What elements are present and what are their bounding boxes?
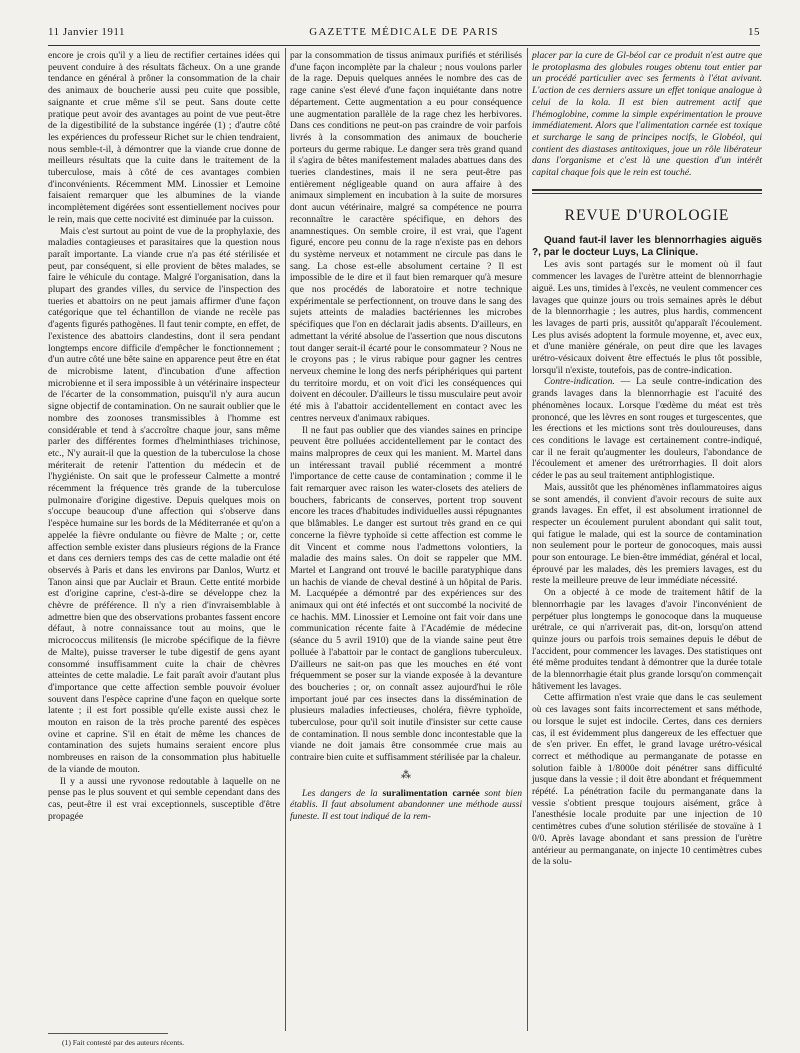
paragraph: Les avis sont partagés sur le moment où il faut commencer les lavages de l'urètre atteint de blennorrhagie aiguë. Les uns, timides à l'excès, ne veulent commencer ces lavages que quinze jours ou trois semaines après le début de la blennorrhagie ; les autres, plus hardis, commencent les lavages de parti pris, aussitôt qu'apparaît l'écoulement. Les plus avisés adoptent la formule moyenne, et, avec eux, et d'une manière générale, on peut dire que les lavages urétro-vésicaux doivent être effectués le plus tôt possible, lorsqu'il n'existe, toutefois, pas de contre-indication. (532, 259, 762, 376)
page-number: 15 (748, 26, 760, 38)
column-divider (527, 48, 528, 1031)
advert-continuation: placer par la cure de Gl-béol car ce produit n'est autre que le protoplasma des globules rouges obtenu tout entier par un procédé particulier avec ses ferments à l'état avivant. L'action de ces derniers assure un effet tonique analogue à celui de la kola. Il est bien autrement actif que l'hémoglobine, comme la simple expérimentation le prouve immédiatement. Alors que l'alimentation carnée est toxique et surcharge le sang de principes nocifs, le Globéol, qui contient des diastases antitoxiques, joue un rôle libérateur dans l'organisme et c'est là une question d'un intérêt capital chaque fois que le rein est touché. (532, 50, 762, 179)
footnote-rule (48, 1033, 168, 1034)
paragraph: On a objecté à ce mode de traitement hâtif de la blennorrhagie par les lavages d'avoir l'inconvénient de perpétuer plus longtemps le gonocoque dans la muqueuse urétrale, ce qui n'arriverait pas, dit-on, lorsqu'on attend quinze jours ou parfois trois semaines depuis le début de l'accident, pour commencer les lavages. Des statistiques ont été même produites tendant à démontrer que la durée totale de la blennorrhagie était plus grande lorsqu'on commençait hâtivement les lavages. (532, 587, 762, 692)
advert-text: sont bien établis. Il faut absolument abandonner une méthode aussi funeste. Il est tout indiqué de la rem- (290, 787, 522, 822)
section-title: REVUE D'UROLOGIE (564, 206, 730, 224)
paragraph: Il ne faut pas oublier que des viandes saines en principe peuvent être polluées accidentellement par le contact des mains malpropres de ceux qui les manient. M. Martel dans un intéressant travail publié récemment a montré l'importance de cette cause de contamination ; comme il le fait remarquer avec raison les water-closets des ateliers de bouchers, fabricants de conserves, portent trop souvent encore les traces d'habitudes individuelles aussi répugnantes que blâmables. Le danger est surtout très grand en ce qui concerne la fièvre typhoïde si cette affection est comme le dit Vincent et comme nous l'admettons volontiers, la maladie des mains sales. On doit se rappeler que MM. Martel et Langrand ont trouvé le bacille paratyphique dans un hachis de viande de cheval destiné à un hôpital de Paris. M. Lacquépée a démontré par des expériences sur des animaux qui ont été infectés et ont succombé la nocivité de ce hachis. MM. Linossier et Lemoine ont fait voir dans une communication récente faite à l'Académie de médecine (séance du 5 avril 1910) que de la viande saine peut être polluée à l'abattoir par le contact de ganglions tuberculeux. D'ailleurs ne sait-on pas que les mouches en été vont fréquemment se poser sur la viande exposée à la devanture des boucheries ; or, on connaît assez aujourd'hui le rôle important joué par ces insectes dans la dissémination de plusieurs maladies infectieuses, choléra, fièvre typhoïde, tuberculose, pour qu'il soit inutile d'insister sur cette cause de contamination. Il nous semble donc incontestable que la viande ne doit jamais être consommée crue mais au contraire bien cuite et suffisamment stérilisée par la chaleur. (290, 424, 522, 764)
advert-lead: Les dangers de la (302, 787, 383, 799)
paragraph: Il y a aussi une ryvonose redoutable à laquelle on ne pense pas le plus souvent et qui semble cependant dans des cas, peut-être il est vrai exceptionnels, susceptible d'être propagée (48, 775, 280, 822)
paragraph: Mais, aussitôt que les phénomènes inflammatoires aigus se sont amendés, il convient d'avoir recours de suite aux grands lavages. En effet, il est absolument irrationnel de respecter un écoulement purulent abondant qui salit tout, qui fatigue le malade, qui est la source de contamination non seulement pour le porteur de gonocoques, mais aussi pour son entourage. Le bien-être immédiat, général et local, éprouvé par les malades, dès les premiers lavages, est du reste la meilleure preuve de leur immédiate nécessité. (532, 481, 762, 587)
footnote: (1) Fait contesté par des auteurs récents. (62, 1038, 185, 1047)
paragraph: Cette affirmation n'est vraie que dans le cas seulement où ces lavages sont faits incorrectement et sans méthode, ou lorsque le sujet est indocile. Certes, dans ces derniers cas, il est évidemment plus dangereux de les effectuer que de s'en priver. En effet, le grand lavage urétro-vésical correct et méthodique au permanganate de potasse en solution faible à 1/8000e doit pénétrer sans difficulté jusque dans la vessie ; il doit être abondant et fréquemment répété. La pénétration facile du permanganate dans la vessie s'obtient presque toujours aisément, grâce à l'anesthésie locale produite par une injection de 10 centimètres cubes d'une solution stérilisée de stovaïne à 1 0/0. Après lavage abondant et sans pression de l'urètre antérieur au permanganate, on injecte 10 centimètres cubes de la solu- (532, 692, 762, 868)
column-divider (285, 48, 286, 1031)
subsection-label: Contre-indication. (544, 376, 615, 388)
header-rule (48, 45, 760, 46)
running-header (48, 26, 760, 42)
paragraph: par la consommation de tissus animaux purifiés et stérilisés d'une façon incomplète par la chaleur ; nous voulons parler de la rage. Depuis quelques années le nombre des cas de rage canine s'est élevé d'une façon inquiétante dans notre département. Cette augmentation a eu pour conséquence une augmentation parallèle de la rage chez les herbivores. Dans ces conditions ne peut-on pas craindre de voir parfois livrés à la consommation des animaux de boucherie porteurs du germe rabique. Le danger sera très grand quand il s'agira de bêtes manifestement malades abattues dans des tueries clandestines, mais il ne sera peut-être pas entièrement négligeable quand on aura affaire à des animaux simplement en incubation à la suite de morsures dont aucun vétérinaire, malgré sa compétence ne pourra reconnaître le caractère spécifique, en dehors des anamnestiques. On semble croire, il est vrai, que l'agent figuré, encore peu connu de la rage n'existe pas en dehors du système nerveux et notamment ne circule pas dans le sang. La chose est-elle absolument certaine ? Il est impossible de le dire et il faut bien remarquer qu'à mesure que nos procédés de laboratoire et notre technique expérimentale se perfectionnent, on trouve dans le sang des sujets atteints de maladies bactériennes les microbes spécifiques que l'on en déclarait jadis absents. D'ailleurs, en admettant la vérité absolue de l'assertion que nous discutons tout danger serait-il écarté pour le consommateur ? Nous ne le croyons pas ; le virus rabique pour gagner les centres nerveux chemine le long des nerfs périphériques qui partent du territoire mordu, et on voit d'ici les conséquences qui doivent en découler. D'ailleurs le tissu musculaire peut avoir été mis à l'abattoir accidentellement en contact avec les centres nerveux d'animaux rabiques. (290, 50, 522, 424)
advert-paragraph (290, 788, 522, 823)
section-rule (532, 193, 762, 194)
column-1 (48, 50, 280, 822)
paragraph-text: — La seule contre-indication des grands lavages dans la blennorrhagie est l'acuité des phénomènes locaux. Lorsque l'œdème du méat est très prononcé, que les lèvres en sont rouges et turgescentes, que les érections et les mictions sont très douloureuses, dans ces conditions le lavage est certainement contre-indiqué, car il ne ferait qu'augmenter les douleurs, l'abondance de l'écoulement et amener des urétrorrhagies. Il doit alors céder le pas au seul traitement antiphlogistique. (532, 376, 762, 482)
issue-date: 11 Janvier 1911 (48, 26, 125, 38)
paragraph: encore je crois qu'il y a lieu de rectifier certaines idées qui peuvent conduire à des résultats fâcheux. On a une grande tendance en général à prôner la consommation de la chair des animaux de boucherie aussi peu cuite que possible, saignante et crue même s'il se peut. Sans doute cette pratique peut avoir des avantages au point de vue peut-être de la digestibilité de la substance ingérée (1) ; d'autre côté les expériences du professeur Richet sur le chien tendraient, nous semble-t-il, à démontrer que la viande crue donne de meilleurs résultats que la cuite dans le traitement de la tuberculose, mais à côté de ces avantages combien d'inconvénients. Récemment MM. Linossier et Lemoine faisaient remarquer que les albumines de la viande incomplètement digérées sont essentiellement nocives pour le rein, mais que cette nocivité est diminuée par la cuisson. (48, 50, 280, 225)
section-rule (532, 189, 762, 191)
paragraph: Mais c'est surtout au point de vue de la prophylaxie, des maladies contagieuses et parasitaires que la question nous paraît importante. La viande crue n'a pas été stérilisée et peut, par conséquent, si elle provient de bêtes malades, se faire le véhicule du contage. Malgré l'organisation, dans la plupart des grandes villes, du service de l'inspection des tueries et abattoirs on ne peut jamais affirmer d'une façon catégorique que tel échantillon de viande ne recèle pas d'agents figurés pathogènes. Il faut tenir compte, en effet, de l'existence des abattoirs clandestins, dont il sera pendant longtemps encore difficile d'empêcher le fonctionnement ; d'un autre côté une bête saine en apparence peut être en état de microbisme latent, d'incubation d'une affection microbienne et il sera impossible à un vétérinaire inspecteur de l'écarter de la consommation, puisqu'il n'y aura aucun signe objectif de contamination. On ne saurait oublier que le nombre des zoonoses transmissibles à l'homme est considérable et tend à s'accroître chaque jour, sans même parler des différentes formes d'helminthiases trichinose, etc., N'y aurait-il que la question de la tuberculose la chose mériterait de retenir l'attention du médecin et de l'hygiéniste. On sait que le professeur Calmette a montré récemment la fréquence très grande de la tuberculose pulmonaire d'origine digestive. Depuis quelques mois on s'occupe beaucoup d'une affection qui s'observe dans l'espèce humaine sur les bords de la Méditerranée et qu'on a appelée la fièvre ondulante ou fièvre de Malte ; or, cette affection semble exister dans plusieurs régions de la France et dans ces derniers temps des cas de cette maladie ont été observés à Paris et dans les environs par Danlos, Wurtz et Tanon ainsi que par Auclair et Braun. Cette entité morbide est d'origine caprine, c'est-à-dire se développe chez la chèvre de préférence. Il n'y a rien d'invraisemblable à admettre bien que des observations probantes fassent encore défaut, à notre connaissance tout au moins, que le micrococcus militensis (le microbe spécifique de la fièvre de Malte), puisse traverser le tube digestif de gens ayant consommé insuffisamment cuite la chair de chèvres atteintes de cette maladie. Le fait paraît avoir d'autant plus d'importance que cette affection semble pouvoir évoluer souvent dans l'espèce caprine d'une façon en quelque sorte latente ; il est fort possible qu'elle existe aussi chez le mouton en raison de la très proche parenté des espèces ovine et caprine. S'il en était de même les chances de contamination des sujets humains seraient encore plus nombreuses en raison de la consommation plus habituelle de la viande de mouton. (48, 225, 280, 775)
section-separator: ⁂ (401, 769, 411, 781)
article-title: Quand faut-il laver les blennorrhagies aiguës ?, par le docteur Luys, La Clinique. (532, 235, 762, 259)
paragraph (532, 376, 762, 481)
journal-title: GAZETTE MÉDICALE DE PARIS (309, 26, 499, 38)
advert-keyword: suralimentation carnée (382, 787, 480, 799)
column-3 (532, 50, 762, 868)
column-2 (290, 50, 522, 823)
